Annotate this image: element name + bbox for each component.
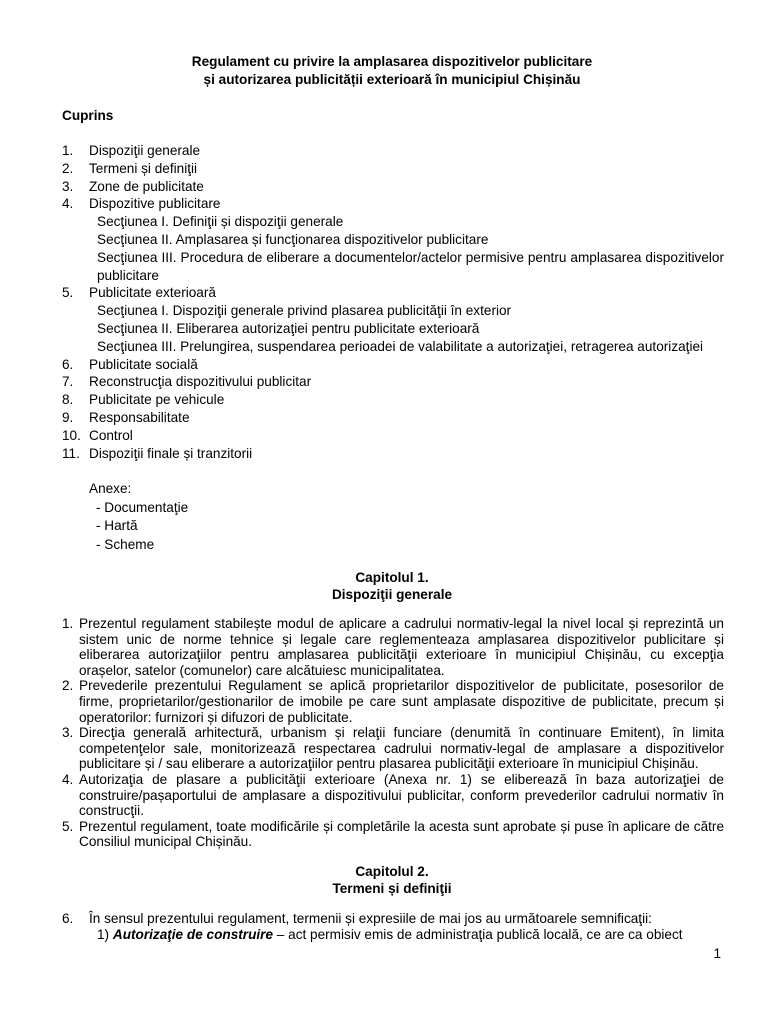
definition-item [62, 927, 724, 943]
toc-item [62, 284, 724, 302]
document-title-line-2: și autorizarea publicității exterioară în municipiul Chișinău [203, 72, 581, 87]
document-title-line-1: Regulament cu privire la amplasarea dispozitivelor publicitare [191, 54, 593, 69]
toc-section: Secţiunea I. Dispoziţii generale privind plasarea publicităţii în exterior [97, 303, 512, 319]
toc-item [62, 195, 724, 213]
toc-text: Publicitate socială [89, 356, 198, 372]
toc-text: Publicitate pe vehicule [89, 392, 225, 408]
chapter-2-heading: Capitolul 2. [355, 864, 429, 879]
item-text: Direcţia generală arhitectură, urbanism și relaţii funciare (denumită în continuare Emitent), în limita competenţelor sale, monitorizează respectarea cadrului normativ-legal de amplasare a dispozitivelor publicitare și / sau eliberare a autorizaţiilor pentru plasarea publicităţii exterioare în municipiul Chișinău. [79, 725, 724, 772]
toc-item [62, 427, 724, 445]
toc-section: Secţiunea II. Eliberarea autorizaţiei pentru publicitate exterioară [97, 320, 480, 336]
toc-section: Secţiunea III. Prelungirea, suspendarea perioadei de valabilitate a autorizaţiei, retragerea autorizaţiei [97, 338, 704, 354]
item-text: Prezentul regulament, toate modificările și completările la acesta sunt aprobate și puse în aplicare de către Consiliul municipal Chișinău. [79, 818, 724, 850]
toc-text: Termeni și definiţii [89, 160, 198, 176]
toc-number: 11. [62, 445, 80, 461]
toc-number: 2. [62, 160, 74, 176]
toc-item [62, 142, 724, 160]
toc-item [62, 356, 724, 374]
list-item [62, 616, 724, 678]
definition-number: 1) [97, 926, 110, 942]
toc-number: 9. [62, 409, 74, 425]
definition-text [97, 927, 724, 943]
toc-text: Reconstrucţia dispozitivului publicitar [89, 374, 312, 390]
toc-number: 3. [62, 178, 74, 194]
item-text: Prezentul regulament stabilește modul de aplicare a cadrului normativ-legal la nivel local și reprezintă un sistem unic de norme tehnice și legale care reglementeaza amplasarea dispozitivelor publicitare și eliberarea autorizaţiilor pentru amplasarea publicităţii exterioare în municipiul Chișinău, cu excepţia orașelor, satelor (comunelor) care alcătuiesc municipalitatea. [79, 616, 724, 678]
annex-item: - Hartă [96, 518, 138, 533]
annex-item: - Scheme [96, 536, 155, 552]
toc-text: Control [89, 427, 133, 443]
toc-text: Dispoziţii generale [89, 143, 201, 158]
toc-number: 6. [62, 356, 74, 372]
toc-text: Responsabilitate [89, 409, 190, 425]
annexes-label: Anexe: [89, 481, 132, 496]
toc-text: Zone de publicitate [89, 178, 204, 194]
toc-number: 10. [62, 427, 81, 443]
chapter-2-subtitle: Termeni și definiţii [332, 881, 452, 896]
item-text: În sensul prezentului regulament, termenii și expresiile de mai jos au următoarele semnificaţii: [89, 911, 652, 926]
toc-section: Secţiunea I. Definiţii și dispoziţii generale [97, 214, 344, 230]
toc-section: Secţiunea II. Amplasarea și funcţionarea dispozitivelor publicitare [97, 231, 489, 247]
list-item [62, 725, 724, 772]
toc-number: 7. [62, 374, 74, 390]
item-text: Prevederile prezentului Regulament se aplică proprietarilor dispozitivelor de publicitate, posesorilor de firme, proprietarilor/gestionarilor de imobile pe care sunt amplasate dispozitive de publicitate, precum și operatorilor: furnizori și difuzori de publicitate. [79, 678, 724, 725]
toc-item [62, 391, 724, 409]
chapter-1-subtitle: Dispoziţii generale [331, 587, 453, 602]
list-item [62, 911, 724, 927]
list-item [62, 678, 724, 725]
toc-item [62, 373, 724, 391]
definition-body: – act permisiv emis de administraţia publică locală, ce are ca obiect [273, 926, 683, 942]
toc-number: 4. [62, 196, 74, 212]
toc-number: 8. [62, 392, 74, 408]
contents-heading: Cuprins [62, 108, 114, 123]
annexes-list [89, 480, 188, 554]
page-number: 1 [713, 946, 721, 961]
list-item [62, 772, 724, 819]
toc-section: Secţiunea III. Procedura de eliberare a documentelor/actelor permisive pentru amplasarea dispozitivelor publicitare [97, 249, 724, 283]
item-number: 6. [62, 911, 74, 926]
item-number: 2. [62, 678, 74, 694]
toc-text: Dispoziţii finale și tranzitorii [89, 445, 253, 461]
toc-text: Dispozitive publicitare [89, 196, 221, 212]
list-item [62, 819, 724, 850]
chapter-1-heading: Capitolul 1. [355, 570, 429, 585]
toc-text: Publicitate exterioară [89, 285, 216, 301]
toc-item [62, 160, 724, 178]
item-number: 1. [62, 616, 74, 631]
item-number: 5. [62, 818, 74, 834]
toc-item [62, 445, 724, 463]
toc-item [62, 178, 724, 196]
definition-term: Autorizaţie de construire [112, 926, 274, 942]
chapter-2-items [62, 911, 724, 942]
toc-number: 1. [62, 143, 74, 158]
toc-item [62, 409, 724, 427]
toc-number: 5. [62, 285, 74, 301]
item-text: Autorizaţia de plasare a publicităţii exterioare (Anexa nr. 1) se eliberează în baza autorizaţiei de construire/pașaportului de amplasare a dispozitivului publicitar, conform prevederilor cadrului normativ în construcţii. [79, 771, 724, 819]
item-number: 4. [62, 771, 74, 787]
item-number: 3. [62, 725, 74, 741]
table-of-contents [62, 142, 724, 462]
annex-item: - Documentaţie [96, 499, 189, 515]
chapter-1-items [62, 616, 724, 850]
